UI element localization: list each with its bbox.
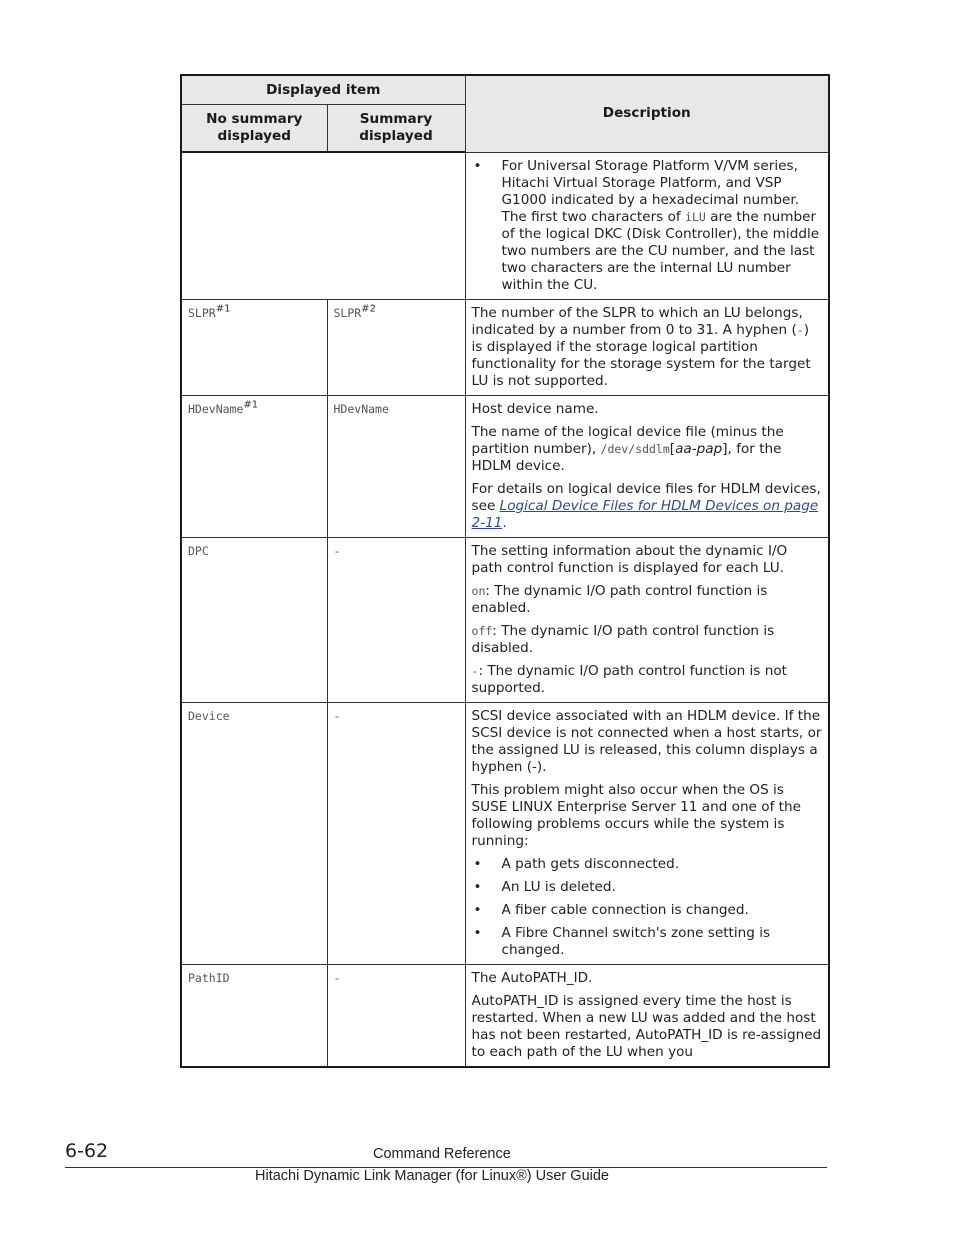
item-no-summary: SLPR$^{\#1}$ bbox=[181, 299, 327, 395]
empty-cell bbox=[181, 152, 465, 299]
command-output-items-table bbox=[180, 74, 830, 1068]
cross-reference-link[interactable]: Logical Device Files for HDLM Devices on page 2-11 bbox=[471, 497, 819, 531]
item-no-summary: Device bbox=[181, 702, 327, 964]
bullet-icon: • bbox=[473, 878, 482, 895]
item-summary: HDevName bbox=[327, 395, 465, 537]
item-no-summary: PathID bbox=[181, 964, 327, 1067]
header-no-summary: No summary displayed bbox=[181, 105, 327, 153]
list-item: • A Fibre Channel switch's zone setting is changed. bbox=[473, 924, 771, 958]
table-row bbox=[181, 964, 829, 1067]
header-description: Description bbox=[465, 75, 829, 152]
table-row bbox=[181, 395, 829, 537]
item-no-summary: HDevName$^{\#1}$ bbox=[181, 395, 327, 537]
item-summary: - bbox=[327, 964, 465, 1067]
list-item: • A fiber cable connection is changed. bbox=[473, 901, 749, 918]
list-item: • For Universal Storage Platform V/VM series, Hitachi Virtual Storage Platform, and VSP G1000 indicated by a hexadecimal number. The first two characters of iLU are the number of the logical DKC (Disk Controller), the middle two numbers are the CU number, and the last two characters are the internal LU number within the CU. bbox=[473, 157, 820, 293]
description-cell: SCSI device associated with an HDLM device. If the SCSI device is not connected when a host starts, or the assigned LU is released, this column displays a hyphen (-). This problem might also occur when the OS is SUSE LINUX Enterprise Server 11 and one of the following problems occurs while the system is running: • A path gets disconnected. • An LU is deleted. • A fiber cable connection is changed. • A Fibre Channel switch's zone setting is changed. bbox=[465, 702, 829, 964]
bullet-icon: • bbox=[473, 855, 482, 872]
bullet-icon: • bbox=[473, 901, 482, 918]
description-cell: Host device name. The name of the logical device file (minus the partition number), /dev/sddlm[aa-pap], for the HDLM device. For details on logical device files for HDLM devices, see Logical Device Files for HDLM Devices on page 2-11. bbox=[465, 395, 829, 537]
table-row bbox=[181, 299, 829, 395]
list-item: • A path gets disconnected. bbox=[473, 855, 680, 872]
item-no-summary: DPC bbox=[181, 537, 327, 702]
list-item: • An LU is deleted. bbox=[473, 878, 616, 895]
header-summary: Summary displayed bbox=[327, 105, 465, 153]
description-cell: The setting information about the dynamic I/O path control function is displayed for each LU. on: The dynamic I/O path control function is enabled. off: The dynamic I/O path control function is disabled. -: The dynamic I/O path control function is not supported. bbox=[465, 537, 829, 702]
item-summary: SLPR$^{\#2}$ bbox=[327, 299, 465, 395]
bullet-icon: • bbox=[473, 924, 482, 941]
page-number: 6-62 bbox=[65, 1140, 109, 1162]
table-row bbox=[181, 537, 829, 702]
footer-section: Command Reference bbox=[373, 1146, 511, 1162]
footer-book-title: Hitachi Dynamic Link Manager (for Linux®) User Guide bbox=[255, 1168, 609, 1184]
table-row bbox=[181, 152, 829, 299]
header-displayed-item: Displayed item bbox=[181, 75, 465, 105]
bullet-icon: • bbox=[473, 157, 482, 174]
description-cell: The AutoPATH_ID. AutoPATH_ID is assigned every time the host is restarted. When a new LU was added and the host has not been restarted, AutoPATH_ID is re-assigned to each path of the LU when you bbox=[465, 964, 829, 1067]
description-cell: The number of the SLPR to which an LU belongs, indicated by a number from 0 to 31. A hyphen (-) is displayed if the storage logical partition functionality for the storage system for the target LU is not supported. bbox=[465, 299, 829, 395]
table-row bbox=[181, 702, 829, 964]
item-summary: - bbox=[327, 702, 465, 964]
item-summary: - bbox=[327, 537, 465, 702]
description-cell bbox=[465, 152, 829, 299]
